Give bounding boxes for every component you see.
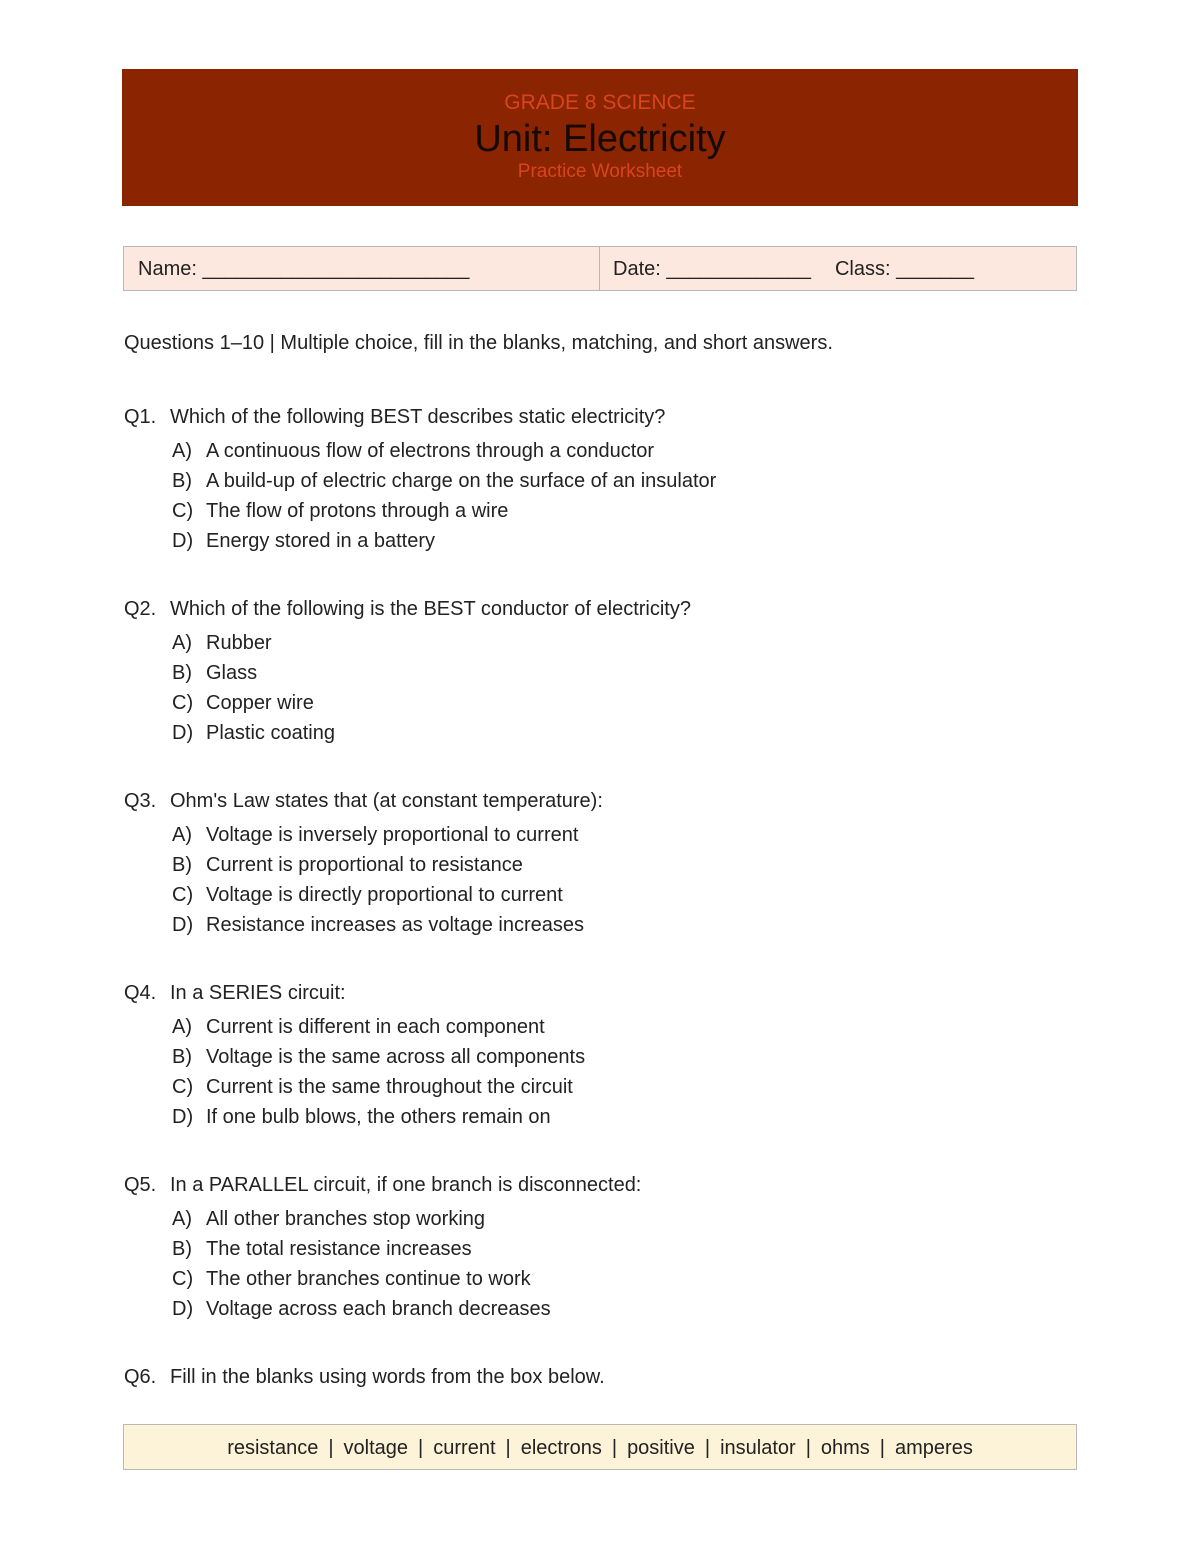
question-block xyxy=(124,404,716,556)
word-bank-item: voltage xyxy=(343,1437,409,1459)
answer-option[interactable]: A) Rubber xyxy=(172,632,272,654)
class-field[interactable]: Class: _______ xyxy=(834,258,974,280)
word-bank-separator: | xyxy=(328,1437,334,1459)
grade-label: GRADE 8 SCIENCE xyxy=(504,91,696,114)
question-number: Q6. xyxy=(124,1366,157,1388)
answer-option[interactable]: D) Voltage across each branch decreases xyxy=(172,1298,551,1320)
question-number: Q3. xyxy=(124,790,157,812)
answer-option[interactable]: D) Plastic coating xyxy=(172,722,335,744)
question-number: Q4. xyxy=(124,982,157,1004)
word-bank-item: insulator xyxy=(720,1437,796,1459)
answer-option[interactable]: A) Voltage is inversely proportional to current xyxy=(172,824,579,846)
word-bank-item: current xyxy=(433,1437,496,1459)
answer-option[interactable]: D) If one bulb blows, the others remain on xyxy=(172,1106,551,1128)
answer-option[interactable]: A) Current is different in each component xyxy=(172,1016,545,1038)
unit-title: Unit: Electricity xyxy=(474,118,726,160)
word-bank xyxy=(123,1424,1077,1470)
question-block xyxy=(124,1364,605,1390)
word-bank-separator: | xyxy=(418,1437,424,1459)
question-text: In a SERIES circuit: xyxy=(170,982,346,1004)
answer-option[interactable]: C) The other branches continue to work xyxy=(172,1268,531,1290)
question-text: In a PARALLEL circuit, if one branch is disconnected: xyxy=(170,1174,642,1196)
student-info-box xyxy=(123,246,1077,291)
answer-option[interactable]: A) A continuous flow of electrons through a conductor xyxy=(172,440,655,462)
answer-option[interactable]: B) A build-up of electric charge on the surface of an insulator xyxy=(172,470,717,492)
answer-option[interactable]: B) Current is proportional to resistance xyxy=(172,854,523,876)
question-text: Which of the following is the BEST conductor of electricity? xyxy=(170,598,691,620)
answer-option[interactable]: A) All other branches stop working xyxy=(172,1208,486,1230)
header-banner xyxy=(122,69,1078,206)
answer-option[interactable]: B) Glass xyxy=(172,662,258,684)
word-bank-separator: | xyxy=(879,1437,885,1459)
answer-option[interactable]: C) The flow of protons through a wire xyxy=(172,500,509,522)
question-text: Ohm's Law states that (at constant temperature): xyxy=(170,790,603,812)
answer-option[interactable]: C) Copper wire xyxy=(172,692,314,714)
word-bank-separator: | xyxy=(805,1437,811,1459)
question-block xyxy=(124,788,603,940)
word-bank-item: amperes xyxy=(895,1437,973,1459)
word-bank-separator: | xyxy=(505,1437,511,1459)
question-number: Q1. xyxy=(124,406,157,428)
word-bank-item: ohms xyxy=(820,1437,870,1459)
question-block xyxy=(124,596,691,748)
word-bank-separator: | xyxy=(704,1437,711,1459)
answer-option[interactable]: D) Energy stored in a battery xyxy=(172,530,436,552)
answer-option[interactable]: C) Voltage is directly proportional to current xyxy=(172,884,563,906)
word-bank-item: electrons xyxy=(520,1437,602,1459)
question-number: Q2. xyxy=(124,598,157,620)
question-text: Fill in the blanks using words from the box below. xyxy=(170,1366,605,1388)
date-field[interactable]: Date: _____________ xyxy=(613,258,811,280)
answer-option[interactable]: B) The total resistance increases xyxy=(172,1238,472,1260)
word-bank-item: resistance xyxy=(227,1437,319,1459)
answer-option[interactable]: C) Current is the same throughout the circuit xyxy=(172,1076,573,1098)
instructions: Questions 1–10 | Multiple choice, fill in the blanks, matching, and short answers. xyxy=(124,332,833,354)
word-bank-separator: | xyxy=(611,1437,618,1459)
date-class-cell xyxy=(600,247,1076,290)
question-text: Which of the following BEST describes static electricity? xyxy=(170,406,666,428)
question-block xyxy=(124,980,585,1132)
question-block xyxy=(124,1172,641,1324)
answer-option[interactable]: D) Resistance increases as voltage increases xyxy=(172,914,584,936)
worksheet-subtitle: Practice Worksheet xyxy=(517,161,683,182)
word-bank-item: positive xyxy=(627,1437,695,1459)
name-field[interactable]: Name: ________________________ xyxy=(124,247,600,290)
question-number: Q5. xyxy=(124,1174,157,1196)
answer-option[interactable]: B) Voltage is the same across all components xyxy=(172,1046,586,1068)
